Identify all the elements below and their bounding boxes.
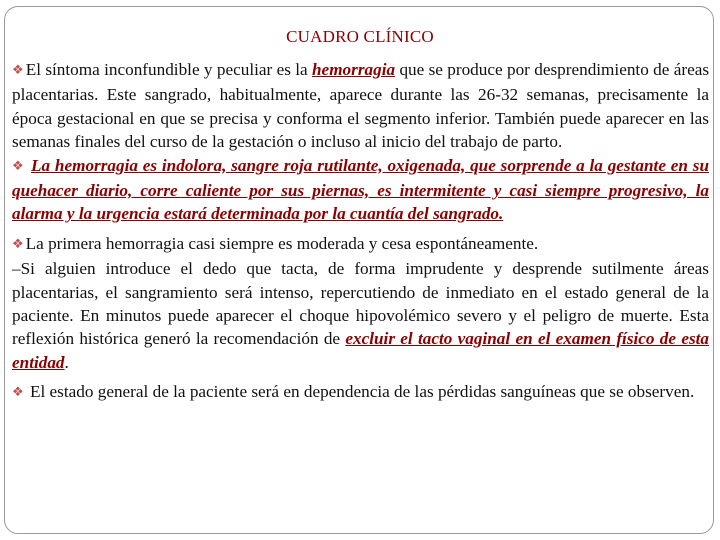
diamond-bullet-icon: ❖ <box>12 158 25 174</box>
slide-title: CUADRO CLÍNICO <box>286 27 434 46</box>
emphasis-painless-bleeding: La hemorragia es indolora, sangre roja rutilante, oxigenada, que sorprende a la gestante en su quehacer diario, corre caliente por sus piernas, es intermitente y casi siempre progresivo, la alarma y la urgencia estará determinada por la cuantía del sangrado. <box>12 155 710 224</box>
paragraph-painless-bleeding <box>12 154 709 226</box>
slide-body <box>12 58 709 406</box>
paragraph-symptom: ❖ El síntoma inconfundible y peculiar es la hemorragia que se produce por desprendimiento de áreas placentarias. Este sangrado, habitualmente, aparece durante las 26-32 semanas, precisamente la época gestacional en que se precisa y conforma el segmento inferior. También puede aparecer en las semanas finales del curso de la gestación o incluso al inicio del trabajo de parto. <box>12 60 710 152</box>
paragraph-vaginal-exam: –Si alguien introduce el dedo que tacta, de forma imprudente y desprende sutilmente áreas placentarias, el sangramiento será intenso, repercutiendo de inmediato en el estado general de la paciente. En minutos puede aparecer el choque hipovolémico severo y el peligro de muerte. Esta reflexión histórica generó la recomendación de excluir el tacto vaginal en el examen físico de esta entidad. <box>12 259 709 372</box>
diamond-bullet-icon: ❖ <box>12 385 24 401</box>
diamond-bullet-icon: ❖ <box>12 236 24 252</box>
emphasis-hemorragia: hemorragia <box>312 60 396 79</box>
diamond-bullet-icon: ❖ <box>12 63 24 78</box>
paragraph-first-hemorrhage: ❖ La primera hemorragia casi siempre es moderada y cesa espontáneamente. <box>12 233 539 253</box>
dash-marker: – <box>12 259 21 279</box>
emphasis-exclude-vaginal-exam: excluir el tacto vaginal en el examen físico de esta entidad <box>12 329 709 372</box>
paragraph-general-state: ❖ El estado general de la paciente será en dependencia de las pérdidas sanguíneas que se observen. <box>12 382 695 402</box>
